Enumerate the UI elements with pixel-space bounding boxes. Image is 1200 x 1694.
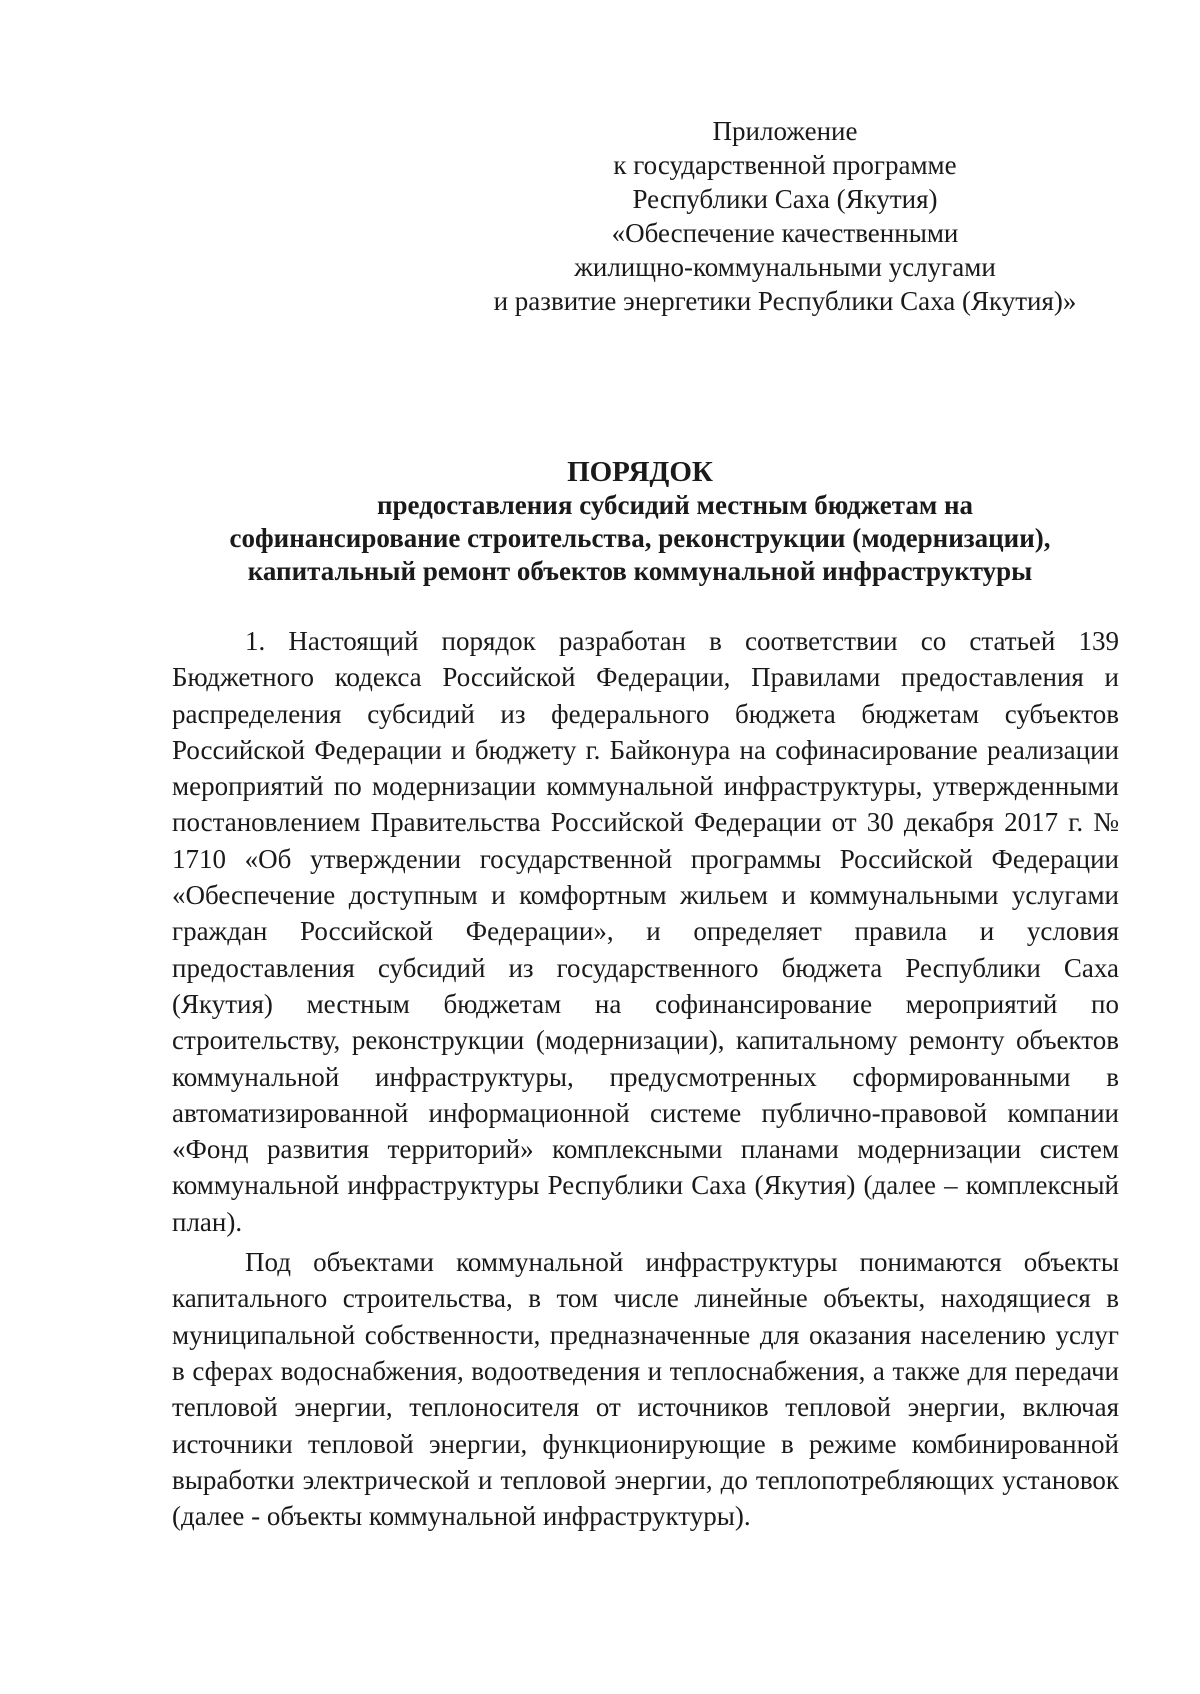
body-paragraph: Под объектами коммунальной инфраструктуры понимаются объекты капитального строительства, в том числе линейные объекты, находящиеся в муниципальной собственности, предназначенные для оказания населению услуг в сферах водоснабжения, водоотведения и теплоснабжения, а также для передачи тепловой энергии, теплоносителя от источников тепловой энергии, включая источники тепловой энергии, функционирующие в режиме комбинированной выработки электрической и тепловой энергии, до теплопотребляющих установок (далее - объекты коммунальной инфраструктуры). xyxy=(172,1247,1119,1532)
document-subtitle-line: софинансирование строительства, реконструкции (модернизации), xyxy=(229,523,1051,553)
appendix-line: жилищно-коммунальными услугами xyxy=(574,252,996,282)
appendix-line: Приложение xyxy=(712,116,858,146)
document-subtitle-line: предоставления субсидий местным бюджетам на xyxy=(376,490,974,520)
document-heading xyxy=(160,456,1120,588)
document-title: ПОРЯДОК xyxy=(567,456,713,488)
appendix-line: к государственной программе xyxy=(613,150,957,180)
appendix-header xyxy=(470,114,1100,318)
body-paragraph: 1. Настоящий порядок разработан в соответствии со статьей 139 Бюджетного кодекса Российской Федерации, Правилами предоставления и распределения субсидий из федерального бюджета бюджетам субъектов Российской Федерации и бюджету г. Байконура на софинасирование реализации мероприятий по модернизации коммунальной инфраструктуры, утвержденными постановлением Правительства Российской Федерации от 30 декабря 2017 г. № 1710 «Об утверждении государственной программы Российской Федерации «Обеспечение доступным и комфортным жильем и коммунальными услугами граждан Российской Федерации», и определяет правила и условия предоставления субсидий из государственного бюджета Республики Саха (Якутия) местным бюджетам на софинансирование мероприятий по строительству, реконструкции (модернизации), капитальному ремонту объектов коммунальной инфраструктуры, предусмотренных сформированными в автоматизированной информационной системе публично-правовой компании «Фонд развития территорий» комплексными планами модернизации систем коммунальной инфраструктуры Республики Саха (Якутия) (далее – комплексный план). xyxy=(172,626,1119,1237)
document-body xyxy=(172,623,1119,1538)
appendix-line: Республики Саха (Якутия) xyxy=(632,184,938,214)
document-subtitle-line: капитальный ремонт объектов коммунальной инфраструктуры xyxy=(247,556,1033,586)
appendix-line: «Обеспечение качественными xyxy=(611,218,959,248)
appendix-line: и развитие энергетики Республики Саха (Якутия)» xyxy=(493,286,1077,316)
